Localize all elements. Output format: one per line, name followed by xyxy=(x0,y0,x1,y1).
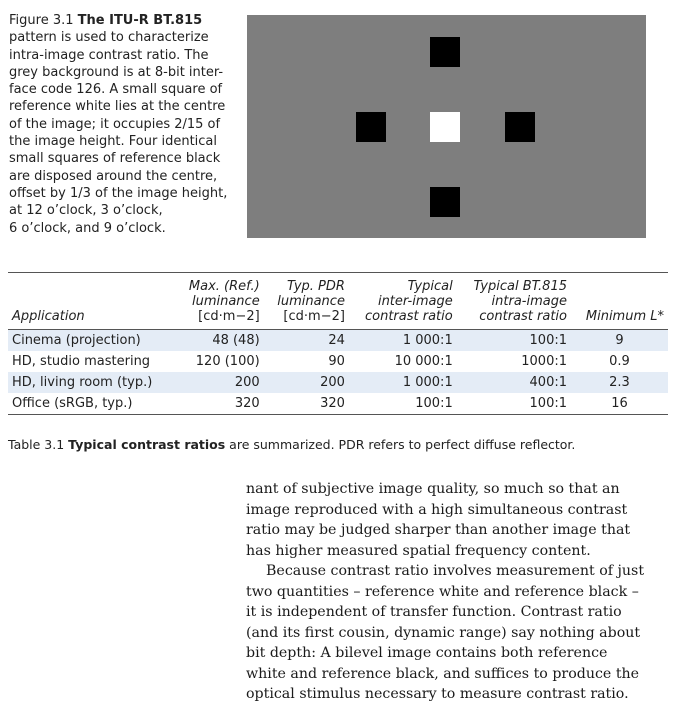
col-header-max-luminance xyxy=(175,273,264,330)
paragraph xyxy=(246,479,666,561)
paragraph xyxy=(246,561,666,705)
col-header-intra-image xyxy=(457,273,571,330)
table-caption-title: Typical contrast ratios xyxy=(68,437,226,452)
figure-title: The ITU-R BT.815 xyxy=(77,13,203,28)
figure-caption-line: intra-image contrast ratio. The xyxy=(9,47,209,63)
figure-caption-line: at 12 o’clock, 3 o’clock, xyxy=(9,203,163,219)
body-text xyxy=(246,479,666,705)
cell-minimum-l: 16 xyxy=(611,396,628,411)
text-line: it is independent of transfer function. Contrast ratio xyxy=(246,604,622,620)
figure-caption-heading xyxy=(9,12,237,29)
figure-label: Figure 3.1 xyxy=(9,13,74,28)
cell-inter-image: 1 000:1 xyxy=(349,372,457,393)
table-row xyxy=(8,330,668,352)
header-text: contrast ratio xyxy=(479,309,567,324)
text-line: white and reference black, and suffices to produce the xyxy=(246,665,640,682)
cell-application: Cinema (projection) xyxy=(8,330,175,352)
cell-max-luminance: 320 xyxy=(234,396,260,411)
cell-pdr-luminance: 200 xyxy=(264,372,349,393)
header-unit: [cd·m−2] xyxy=(198,309,260,324)
col-header-pdr-luminance xyxy=(264,273,349,330)
figure-caption-line: pattern is used to characterize xyxy=(9,30,209,46)
cell-minimum-l: 9 xyxy=(571,330,668,352)
text-line: two quantities – reference white and reference black – xyxy=(246,583,639,600)
header-text: Typ. PDR xyxy=(287,279,345,294)
cell-max-luminance: 200 xyxy=(175,372,264,393)
figure-caption-line: 6 o’clock, and 9 o’clock. xyxy=(9,220,166,236)
header-text: Typical BT.815 xyxy=(473,279,567,294)
cell-max-luminance: 48 (48) xyxy=(175,330,264,352)
figure-caption-line: offset by 1/3 of the image height, xyxy=(9,185,228,201)
text-line: image reproduced with a high simultaneous contrast xyxy=(246,501,628,518)
figure-caption-line: face code 126. A small square of xyxy=(9,82,223,98)
black-square-6-oclock xyxy=(430,187,460,217)
text-line: bit depth: A bilevel image contains both reference xyxy=(246,645,608,661)
cell-inter-image: 10 000:1 xyxy=(394,354,453,369)
figure-caption-line: the image height. Four identical xyxy=(9,134,218,150)
cell-pdr-luminance: 320 xyxy=(320,396,345,411)
table-row xyxy=(8,372,668,393)
table-caption xyxy=(8,437,668,452)
cell-inter-image: 100:1 xyxy=(415,396,453,411)
cell-application: Office (sRGB, typ.) xyxy=(12,396,133,411)
cell-intra-image: 100:1 xyxy=(529,396,567,411)
header-unit: [cd·m−2] xyxy=(283,309,345,324)
cell-application: HD, living room (typ.) xyxy=(8,372,175,393)
header-text: inter-image xyxy=(377,294,453,309)
white-square-centre xyxy=(430,112,460,142)
cell-pdr-luminance: 24 xyxy=(264,330,349,352)
black-square-12-oclock xyxy=(430,37,460,67)
header-text: intra-image xyxy=(491,294,567,309)
table-header-row xyxy=(8,273,668,330)
contrast-ratio-table xyxy=(8,272,668,415)
cell-intra-image: 100:1 xyxy=(457,330,571,352)
table-row xyxy=(8,351,668,372)
cell-intra-image: 1000:1 xyxy=(521,354,567,369)
header-text: luminance xyxy=(191,294,260,309)
text-line: optical stimulus necessary to measure contrast ratio. xyxy=(246,686,629,702)
table-caption-text: are summarized. PDR refers to perfect diffuse reflector. xyxy=(225,437,576,452)
figure-caption-line: are disposed around the centre, xyxy=(9,168,218,184)
cell-max-luminance: 120 (100) xyxy=(195,354,260,369)
figure-caption-line: reference white lies at the centre xyxy=(9,99,226,115)
figure-caption-line: small squares of reference black xyxy=(9,151,221,167)
header-text: luminance xyxy=(277,294,345,309)
col-header-inter-image xyxy=(349,273,457,330)
figure-caption xyxy=(9,12,237,237)
cell-minimum-l: 0.9 xyxy=(609,354,630,369)
text-line: Because contrast ratio involves measurement of just xyxy=(266,563,645,579)
figure-caption-line: of the image; it occupies 2/15 of xyxy=(9,116,221,132)
figure-caption-line: grey background is at 8-bit inter- xyxy=(9,64,224,80)
black-square-9-oclock xyxy=(356,112,386,142)
header-text: contrast ratio xyxy=(364,309,453,324)
cell-intra-image: 400:1 xyxy=(457,372,571,393)
text-line: has higher measured spatial frequency content. xyxy=(246,542,591,559)
col-header-application: Application xyxy=(8,273,175,330)
cell-minimum-l: 2.3 xyxy=(571,372,668,393)
header-text: Max. (Ref.) xyxy=(188,279,260,294)
text-line: ratio may be judged sharper than another image that xyxy=(246,522,631,538)
black-square-3-oclock xyxy=(505,112,535,142)
cell-pdr-luminance: 90 xyxy=(328,354,345,369)
cell-application: HD, studio mastering xyxy=(12,354,151,369)
text-line: (and its first cousin, dynamic range) say nothing about xyxy=(246,624,641,641)
table-row xyxy=(8,393,668,415)
cell-inter-image: 1 000:1 xyxy=(349,330,457,352)
bt815-pattern-image xyxy=(247,15,646,238)
text-line: nant of subjective image quality, so much so that an xyxy=(246,481,620,497)
col-header-minimum-l: Minimum L* xyxy=(571,273,668,330)
table-label: Table 3.1 xyxy=(8,437,65,452)
header-text: Typical xyxy=(407,279,453,294)
